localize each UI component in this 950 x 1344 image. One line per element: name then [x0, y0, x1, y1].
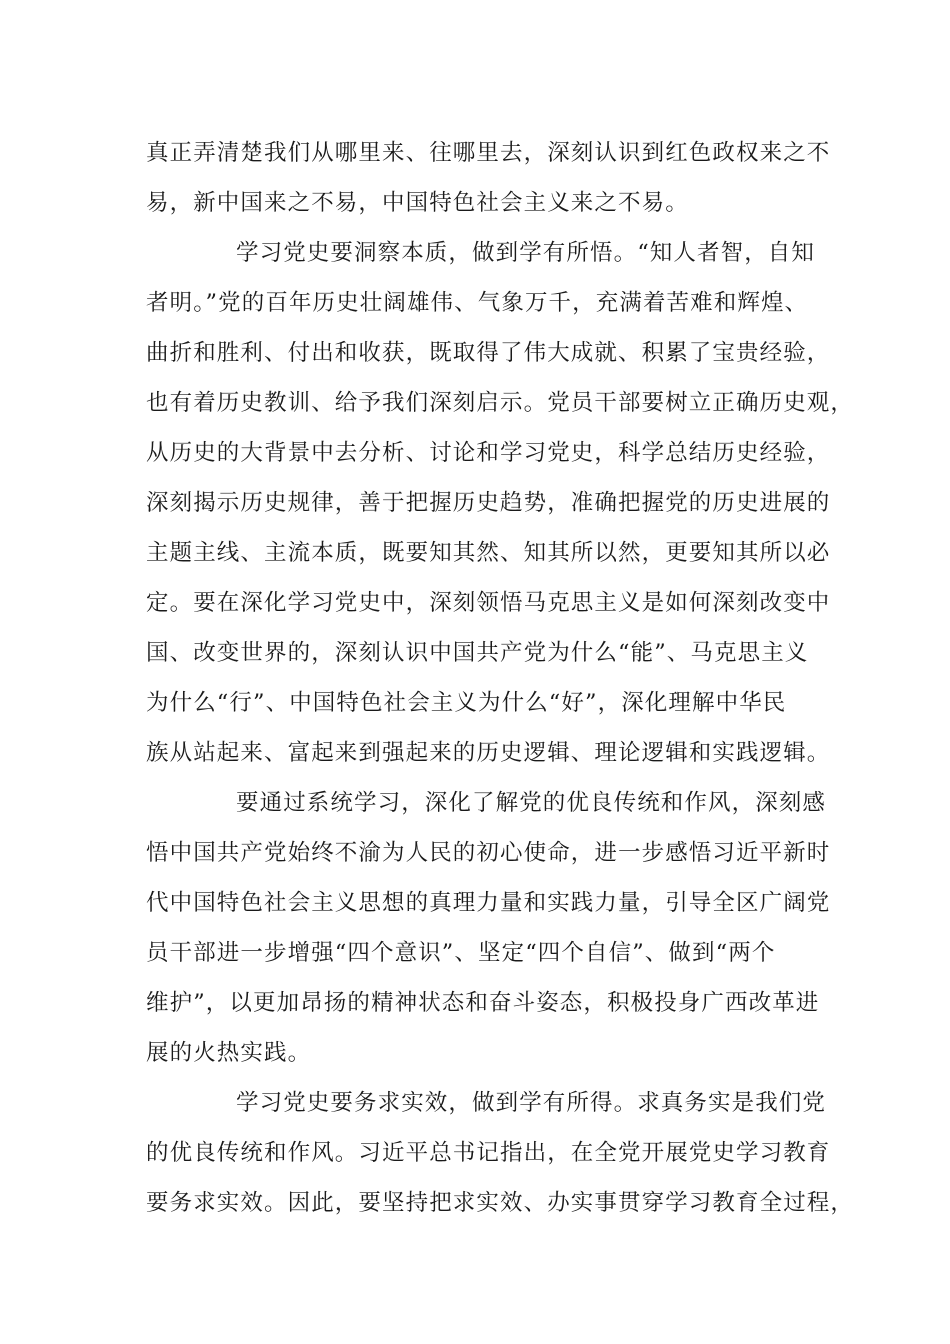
text-line: 族从站起来、富起来到强起来的历史逻辑、理论逻辑和实践逻辑。 — [146, 740, 831, 766]
text-line: 的优良传统和作风。习近平总书记指出，在全党开展党史学习教育 — [146, 1140, 831, 1166]
text-line: 悟中国共产党始终不渝为人民的初心使命，进一步感悟习近平新时 — [146, 840, 831, 866]
paragraph-first-line: 要通过系统学习，深化了解党的优良传统和作风，深刻感 — [236, 790, 827, 816]
paragraph-first-line: 学习党史要洞察本质，做到学有所悟。“知人者智，自知 — [236, 240, 816, 266]
text-line: 为什么“行”、中国特色社会主义为什么“好”，深化理解中华民 — [146, 690, 787, 716]
text-line: 真正弄清楚我们从哪里来、往哪里去，深刻认识到红色政权来之不 — [146, 140, 831, 166]
text-line: 代中国特色社会主义思想的真理力量和实践力量，引导全区广阔党 — [146, 890, 831, 916]
text-line: 也有着历史教训、给予我们深刻启示。党员干部要树立正确历史观， — [146, 390, 855, 416]
text-line: 定。要在深化学习党史中，深刻领悟马克思主义是如何深刻改变中 — [146, 590, 831, 616]
text-line: 要务求实效。因此，要坚持把求实效、办实事贯穿学习教育全过程， — [146, 1190, 855, 1216]
text-line: 曲折和胜利、付出和收获，既取得了伟大成就、积累了宝贵经验， — [146, 340, 831, 366]
text-line: 展的火热实践。 — [146, 1040, 312, 1066]
text-line: 维护”，以更加昂扬的精神状态和奋斗姿态，积极投身广西改革进 — [146, 990, 820, 1016]
text-line: 主题主线、主流本质，既要知其然、知其所以然，更要知其所以必 — [146, 540, 831, 566]
text-line: 员干部进一步增强“四个意识”、坚定“四个自信”、做到“两个 — [146, 940, 776, 966]
text-line: 易，新中国来之不易，中国特色社会主义来之不易。 — [146, 190, 689, 216]
text-line: 国、改变世界的，深刻认识中国共产党为什么“能”、马克思主义 — [146, 640, 809, 666]
text-line: 者明。”党的百年历史壮阔雄伟、气象万千，充满着苦难和辉煌、 — [146, 290, 809, 316]
text-line: 深刻揭示历史规律，善于把握历史趋势，准确把握党的历史进展的 — [146, 490, 831, 516]
paragraph-first-line: 学习党史要务求实效，做到学有所得。求真务实是我们党 — [236, 1090, 827, 1116]
text-line: 从历史的大背景中去分析、讨论和学习党史，科学总结历史经验， — [146, 440, 831, 466]
